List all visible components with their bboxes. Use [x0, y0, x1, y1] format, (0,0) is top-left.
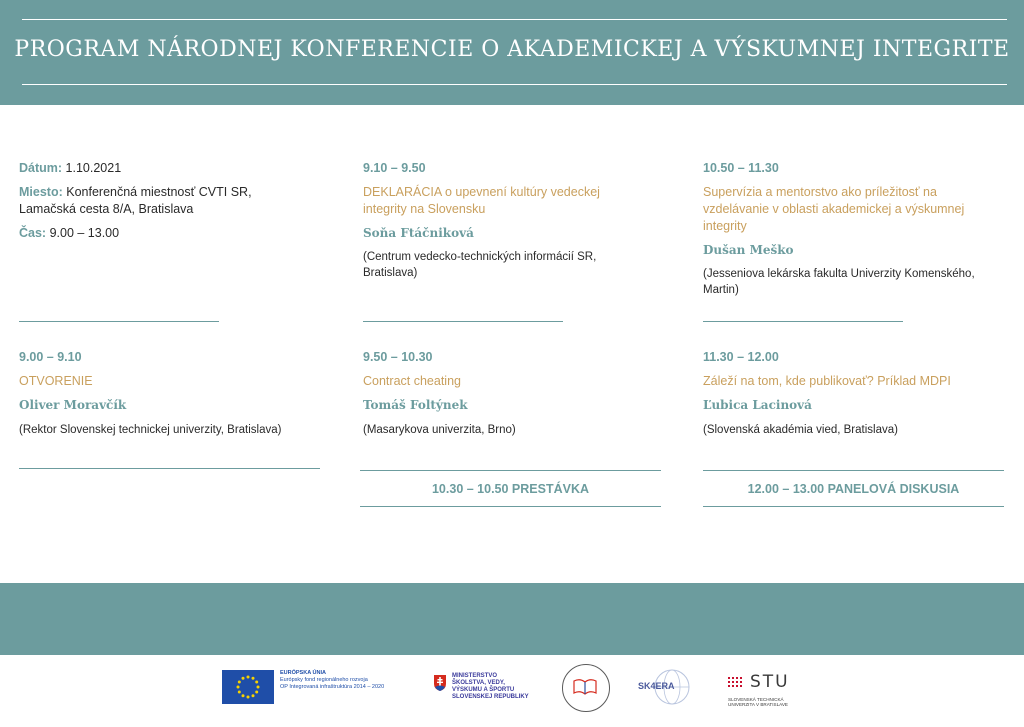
eu-logo-text [280, 670, 420, 691]
divider [19, 321, 219, 322]
session-title-line: Záleží na tom, kde publikovať? Príklad MDPI [703, 374, 951, 388]
footer-band [0, 583, 1024, 655]
divider [360, 506, 661, 507]
header-top-rule [22, 19, 1007, 20]
session-speaker: Ľubica Lacinová [703, 398, 812, 412]
panel-label: 12.00 – 13.00 PANELOVÁ DISKUSIA [747, 482, 960, 496]
divider [703, 321, 903, 322]
place-value-line-2: Lamačská cesta 8/A, Bratislava [19, 202, 194, 216]
session-title-line: integrity [703, 219, 747, 233]
divider [703, 470, 1004, 471]
session-title-line: integrity na Slovensku [363, 202, 486, 216]
session-card [703, 160, 1013, 298]
session-affiliation-line: Martin) [703, 284, 739, 296]
session-time: 10.50 – 11.30 [703, 161, 779, 175]
session-time: 9.00 – 9.10 [19, 350, 82, 364]
session-affiliation-line: (Rektor Slovenskej technickej univerzity, Bratislava) [19, 424, 282, 436]
session-affiliation-line: (Centrum vedecko-technických informácií SR, [363, 251, 597, 263]
divider [363, 321, 563, 322]
page-title: PROGRAM NÁRODNEJ KONFERENCIE O AKADEMICKEJ A VÝSKUMNEJ INTEGRITE [14, 37, 1010, 62]
session-title-line: vzdelávanie v oblasti akademickej a výskumnej [703, 202, 965, 216]
slovak-coat-of-arms-icon [434, 675, 446, 691]
book-icon [572, 677, 598, 697]
stu-dot-grid-icon [728, 677, 746, 691]
place-label: Miesto: [19, 185, 63, 199]
eu-text-line: EURÓPSKA ÚNIA [280, 670, 326, 676]
time-value: 9.00 – 13.00 [49, 226, 120, 240]
date-label: Dátum: [19, 161, 63, 175]
session-time: 11.30 – 12.00 [703, 350, 779, 364]
session-affiliation-line: Bratislava) [363, 267, 418, 279]
session-card [703, 349, 1013, 438]
divider [360, 470, 661, 471]
place-value-line-1: Konferenčná miestnosť CVTI SR, [66, 185, 252, 199]
session-speaker: Dušan Meško [703, 243, 794, 257]
session-title-line: Supervízia a mentorstvo ako príležitosť na [703, 185, 937, 199]
date-value: 1.10.2021 [65, 161, 122, 175]
break-label: 10.30 – 10.50 PRESTÁVKA [431, 482, 590, 496]
ministry-text-line: SLOVENSKEJ REPUBLIKY [452, 694, 529, 700]
ministry-text-line: ŠKOLSTVA, VEDY, [452, 680, 505, 686]
event-info [19, 160, 319, 242]
eu-text-line: Európsky fond regionálneho rozvoja [280, 677, 368, 683]
stu-logo-subtitle: SLOVENSKÁ TECHNICKÁ UNIVERZITA V BRATISLAVE [728, 697, 788, 707]
session-title-line: Contract cheating [363, 374, 461, 388]
time-label: Čas: [19, 226, 47, 240]
stu-logo-text: STU [750, 672, 790, 692]
session-affiliation-line: (Slovenská akadémia vied, Bratislava) [703, 424, 898, 436]
divider [703, 506, 1004, 507]
session-card [19, 349, 339, 438]
eu-text-line: OP Integrovaná infraštruktúra 2014 – 2020 [280, 684, 385, 690]
session-speaker: Soňa Ftáčniková [363, 226, 474, 240]
session-speaker: Tomáš Foltýnek [363, 398, 468, 412]
session-affiliation-line: (Jesseniova lekárska fakulta Univerzity Komenského, [703, 268, 975, 280]
session-speaker: Oliver Moravčík [19, 398, 127, 412]
header-bottom-rule [22, 84, 1007, 85]
session-time: 9.50 – 10.30 [363, 350, 433, 364]
eu-flag-logo [222, 670, 274, 704]
session-affiliation-line: (Masarykova univerzita, Brno) [363, 424, 516, 436]
sk4era-logo-text: SK4ERA [638, 681, 675, 691]
ministry-text-line: VÝSKUMU A ŠPORTU [452, 687, 515, 693]
ministry-logo-text [452, 673, 542, 701]
session-title-line: DEKLARÁCIA o upevnení kultúry vedeckej [363, 185, 600, 199]
session-card [363, 160, 663, 281]
session-title-line: OTVORENIE [19, 374, 93, 388]
session-card [363, 349, 663, 438]
ministry-text-line: MINISTERSTVO [452, 673, 498, 679]
session-time: 9.10 – 9.50 [363, 161, 426, 175]
divider [19, 468, 320, 469]
header-banner [0, 0, 1024, 105]
